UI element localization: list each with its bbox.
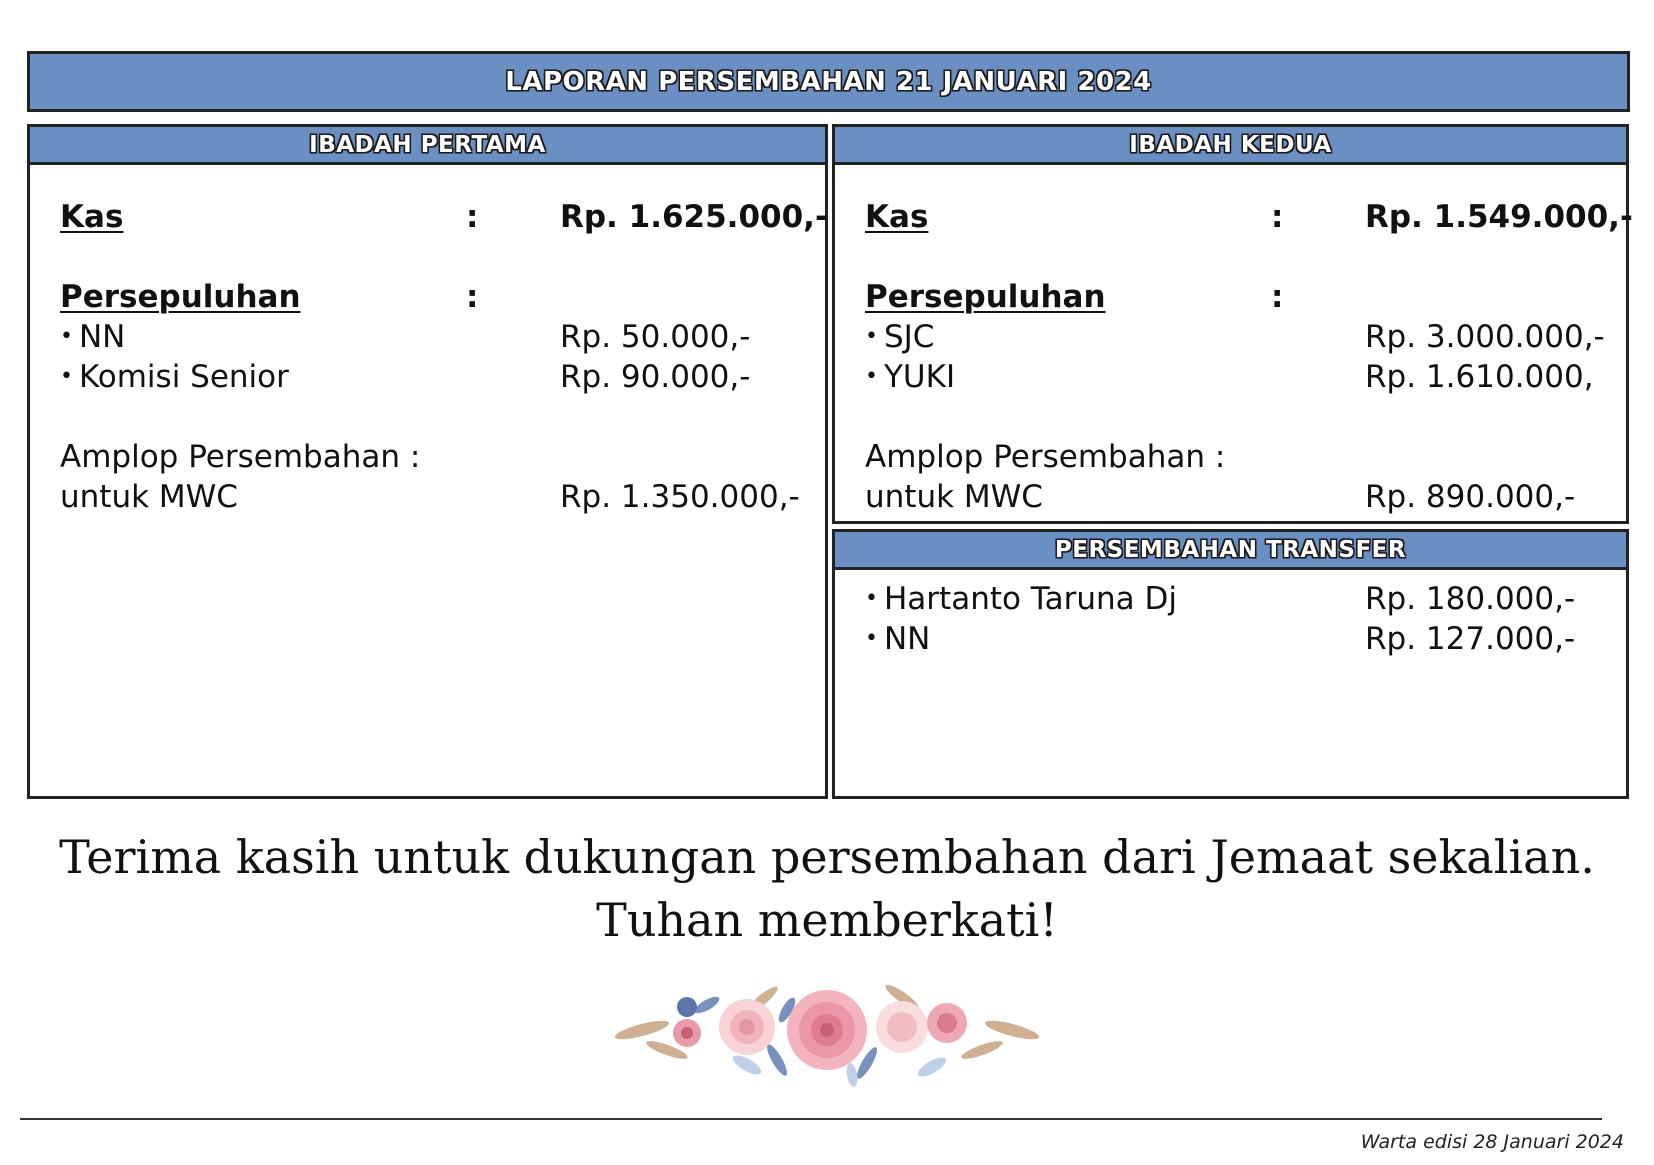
item-name: YUKI [883, 359, 956, 395]
persepuluhan-label: Persepuluhan [60, 279, 301, 315]
persepuluhan-row [865, 277, 1626, 317]
amplop-row [60, 437, 825, 477]
kas-amount: Rp. 1.549.000,- [1365, 199, 1633, 235]
amplop-label: Amplop Persembahan : [60, 439, 421, 475]
persepuluhan-colon: : [1271, 279, 1284, 315]
kas-label: Kas [60, 199, 124, 235]
kas-label: Kas [865, 199, 929, 235]
list-item [60, 357, 825, 397]
item-name: Komisi Senior [78, 359, 289, 395]
kas-colon: : [1271, 199, 1284, 235]
bullet-icon: • [865, 586, 878, 611]
list-item [865, 357, 1626, 397]
item-amount: Rp. 1.610.000, [1365, 359, 1594, 395]
kas-amount: Rp. 1.625.000,- [560, 199, 828, 235]
footer-divider [20, 1118, 1602, 1120]
item-name: SJC [883, 319, 935, 355]
persepuluhan-row [60, 277, 825, 317]
bullet-icon: • [60, 364, 73, 389]
panel-heading-ibadah-pertama [30, 127, 825, 165]
amplop-sub-row [865, 477, 1626, 517]
amplop-amount: Rp. 1.350.000,- [560, 479, 800, 515]
list-item [865, 317, 1626, 357]
item-amount: Rp. 127.000,- [1365, 621, 1576, 657]
persepuluhan-label: Persepuluhan [865, 279, 1106, 315]
item-name: NN [78, 319, 126, 355]
item-amount: Rp. 90.000,- [560, 359, 751, 395]
flower-garland-icon [612, 975, 1042, 1090]
amplop-sub: untuk MWC [865, 479, 1043, 515]
report-title: LAPORAN PERSEMBAHAN 21 JANUARI 2024 [505, 66, 1152, 97]
panel-heading-transfer [835, 532, 1626, 570]
thanks-line-2: Tuhan memberkati! [596, 893, 1058, 947]
amplop-sub-row [60, 477, 825, 517]
item-name: Hartanto Taruna Dj [883, 581, 1177, 617]
amplop-label: Amplop Persembahan : [865, 439, 1226, 475]
bullet-icon: • [865, 364, 878, 389]
heading-ibadah-pertama: IBADAH PERTAMA [309, 131, 546, 158]
heading-transfer: PERSEMBAHAN TRANSFER [1054, 536, 1407, 563]
item-amount: Rp. 3.000.000,- [1365, 319, 1605, 355]
footer-edition: Warta edisi 28 Januari 2024 [1360, 1131, 1624, 1153]
list-item [865, 619, 1626, 659]
kas-row [865, 197, 1633, 237]
panel-persembahan-transfer [832, 529, 1629, 799]
bullet-icon: • [60, 324, 73, 349]
item-name: NN [883, 621, 931, 657]
list-item [60, 317, 825, 357]
kas-colon: : [466, 199, 479, 235]
report-title-banner [27, 51, 1630, 112]
list-item [865, 579, 1626, 619]
amplop-row [865, 437, 1626, 477]
thanks-line-1: Terima kasih untuk dukungan persembahan dari Jemaat sekalian. [59, 830, 1595, 884]
amplop-amount: Rp. 890.000,- [1365, 479, 1576, 515]
panel-heading-ibadah-kedua [835, 127, 1626, 165]
item-amount: Rp. 50.000,- [560, 319, 751, 355]
bullet-icon: • [865, 324, 878, 349]
persepuluhan-colon: : [466, 279, 479, 315]
panel-ibadah-pertama [27, 124, 828, 799]
bullet-icon: • [865, 626, 878, 651]
item-amount: Rp. 180.000,- [1365, 581, 1576, 617]
kas-row [60, 197, 828, 237]
panel-ibadah-kedua [832, 124, 1633, 524]
amplop-sub: untuk MWC [60, 479, 238, 515]
heading-ibadah-kedua: IBADAH KEDUA [1129, 131, 1332, 158]
